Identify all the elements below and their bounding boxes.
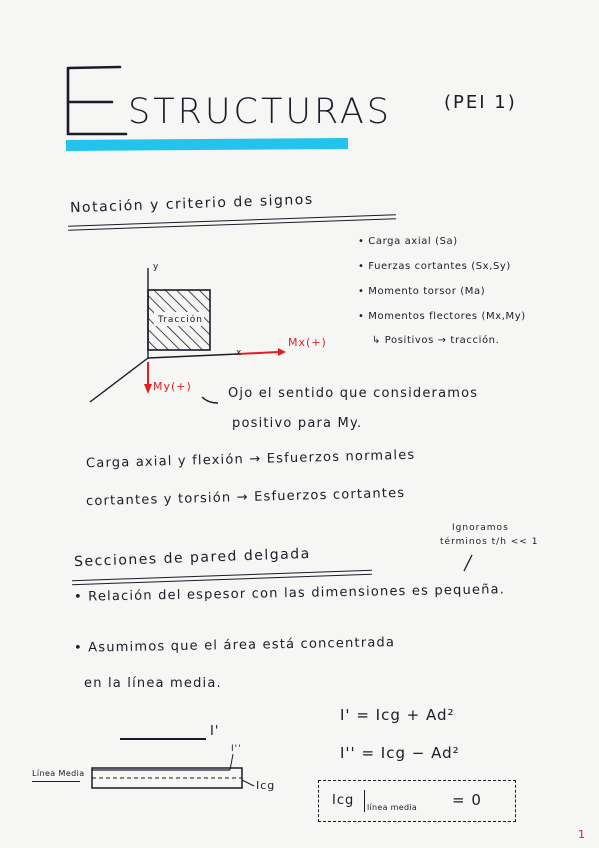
thin-wall-section (88, 750, 258, 796)
box-label-traccion: Tracción (158, 315, 203, 325)
axis-x-label: x (236, 348, 243, 358)
title-text: STRUCTURAS (128, 92, 393, 132)
line-cortantes-torsion: cortantes y torsión → Esfuerzos cortantes (85, 485, 406, 510)
i-dprime-label: I'' (231, 744, 242, 754)
icg-label: Icg (256, 779, 276, 792)
bullet-momento-torsor: • Momento torsor (Ma) (358, 286, 486, 297)
bullet-carga-axial: • Carga axial (Sa) (358, 236, 458, 247)
note-line-2: positivo para My. (232, 416, 363, 431)
section-heading-notacion: Notación y criterio de signos (69, 191, 314, 217)
page-number: 1 (578, 828, 586, 841)
equation-i-dprime: I'' = Icg − Ad² (340, 744, 460, 762)
equation-i-prime: I' = Icg + Ad² (340, 706, 455, 724)
linea-media-label: Línea Media (32, 769, 85, 778)
bullet-asumimos: • Asumimos que el área está concentrada (73, 635, 396, 656)
bullet-fuerzas-cortantes: • Fuerzas cortantes (Sx,Sy) (358, 261, 511, 272)
line-carga-axial-flexion: Carga axial y flexión → Esfuerzos normales (85, 447, 416, 472)
bullet-asumimos-cont: en la línea media. (84, 676, 222, 691)
sub-bullet-positivos: ↳ Positivos → tracción. (372, 335, 500, 346)
note-arrow-icon (200, 395, 222, 407)
linea-media-underline (32, 781, 80, 782)
equation-rhs: = 0 (452, 791, 482, 809)
bullet-relacion-espesor: • Relación del espesor con las dimensiones es pequeña. (73, 582, 506, 605)
section-heading-secciones: Secciones de pared delgada (73, 545, 311, 571)
axis-y-label: y (153, 262, 160, 272)
equation-bar (364, 790, 365, 812)
equation-subscript: línea media (367, 803, 418, 812)
note-line-1: Ojo el sentido que consideramos (228, 386, 479, 401)
title-letter-e (60, 64, 130, 140)
equation-icg: Icg (332, 793, 355, 808)
i-prime-label: I' (210, 724, 220, 739)
mx-label: Mx(+) (288, 336, 327, 349)
bullet-momentos-flectores: • Momentos flectores (Mx,My) (358, 311, 526, 322)
title-tag: (PEI 1) (444, 92, 517, 113)
my-label: My(+) (153, 380, 192, 393)
title-highlight-bar (66, 138, 348, 151)
side-note-ignoramos: Ignoramos (452, 523, 509, 533)
side-note-arrow-icon (460, 553, 476, 575)
side-note-terminos: términos t/h << 1 (440, 537, 539, 547)
i-prime-line (120, 738, 206, 740)
